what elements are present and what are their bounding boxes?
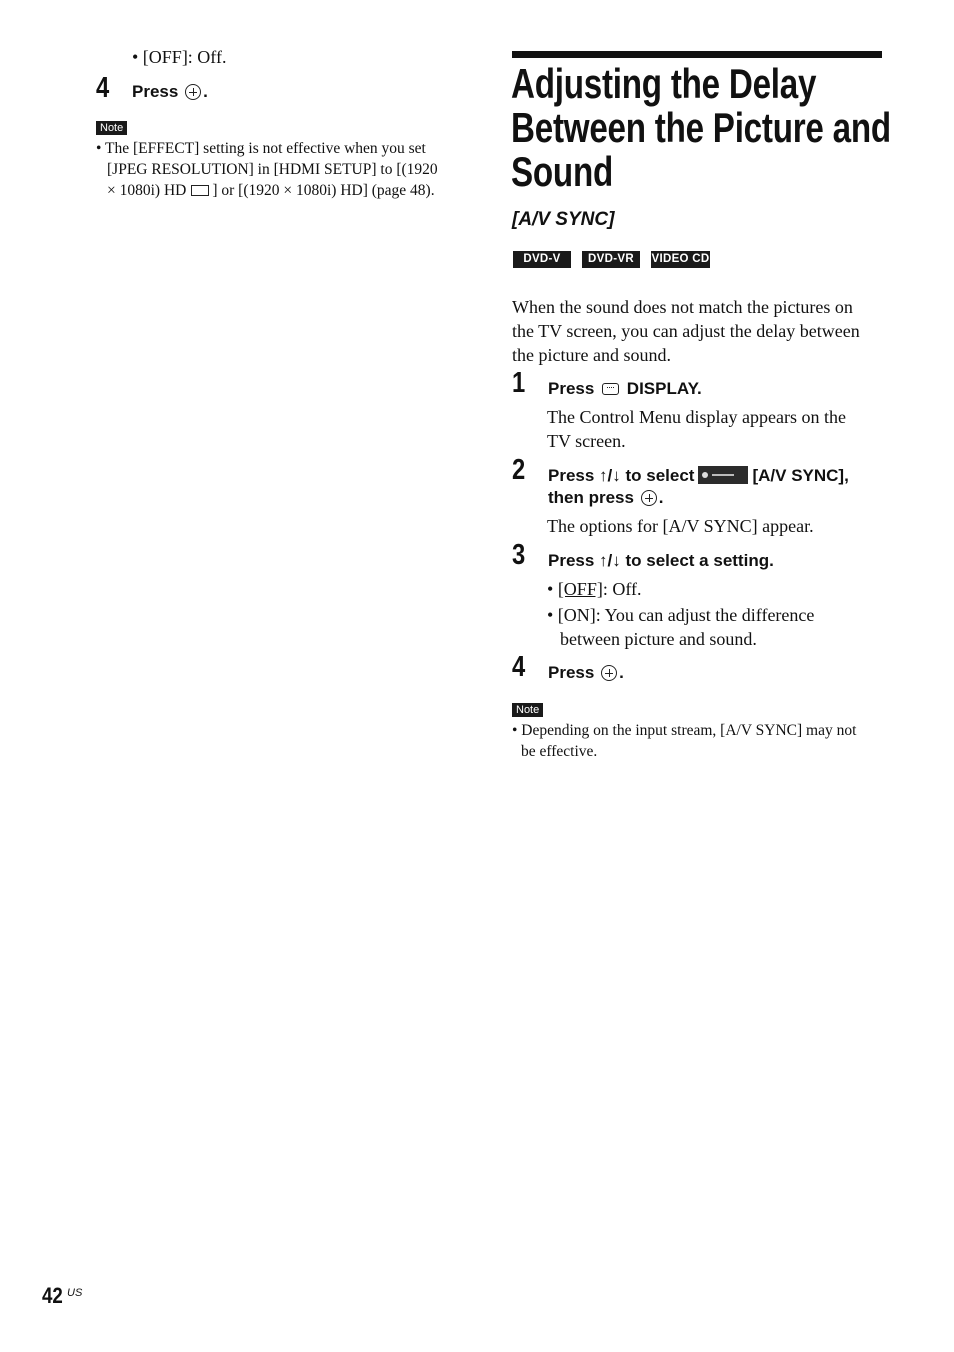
note-text: [512, 720, 892, 762]
intro-line: When the sound does not match the pictures on: [512, 297, 853, 317]
step-instruction: [548, 378, 702, 400]
page-number: 42: [42, 1283, 63, 1308]
note-line-part: × 1080i) HD: [107, 182, 187, 199]
step-label: Press: [132, 82, 179, 101]
note-line: be effective.: [521, 743, 598, 760]
step-description: The options for [A/V SYNC] appear.: [547, 516, 814, 536]
note-line: [JPEG RESOLUTION] in [HDMI SETUP] to [(1920: [107, 161, 438, 178]
step-label: Press: [548, 663, 595, 682]
step-number: 1: [512, 367, 526, 399]
note-line: • Depending on the input stream, [A/V SYNC] may not: [512, 722, 857, 739]
title-rule: [512, 51, 882, 58]
step-label: then press: [548, 488, 634, 507]
step-label: DISPLAY.: [626, 379, 702, 398]
section-subtitle: [A/V SYNC]: [512, 209, 615, 230]
enter-button-icon: [185, 84, 201, 100]
badge-video-cd: VIDEO CD: [651, 251, 710, 268]
intro-line: the picture and sound.: [512, 345, 671, 365]
badge-dvd-vr: DVD-VR: [582, 251, 640, 268]
page-suffix: US: [67, 1287, 83, 1299]
step-number: 4: [512, 651, 526, 683]
av-sync-menu-icon: [698, 466, 748, 484]
note-line: [96, 180, 486, 201]
bullet-off: • [OFF]: Off.: [132, 47, 227, 67]
enter-button-icon: [601, 665, 617, 681]
note-label: Note: [96, 121, 127, 135]
step-instruction: Press ↑/↓ to select a setting.: [548, 551, 774, 570]
bullet: •: [547, 579, 554, 599]
note-label: Note: [512, 703, 543, 717]
option-list: [547, 577, 892, 651]
option-off: [547, 577, 892, 601]
note-line: • The [EFFECT] setting is not effective when you set: [96, 140, 426, 157]
enter-button-icon: [641, 490, 657, 506]
option-on: • [ON]: You can adjust the difference: [547, 605, 815, 625]
intro-paragraph: [512, 295, 892, 367]
note-text: [96, 138, 486, 201]
title-line: Adjusting the Delay: [511, 60, 817, 107]
option-desc: : Off.: [602, 579, 642, 599]
option-on-cont: between picture and sound.: [560, 629, 757, 649]
desc-line: TV screen.: [547, 431, 626, 451]
step-label: Press: [548, 379, 595, 398]
step-label: Press ↑/↓ to select: [548, 466, 695, 485]
step-number: 3: [512, 539, 526, 571]
option-key: [OFF]: [557, 579, 603, 599]
intro-line: the TV screen, you can adjust the delay between: [512, 321, 860, 341]
step-line: [548, 487, 893, 509]
title-line: Sound: [511, 148, 614, 195]
step-instruction: [548, 662, 624, 684]
step-period: .: [619, 663, 624, 682]
screen-frame-icon: [191, 185, 209, 196]
step-label: [A/V SYNC],: [752, 466, 849, 485]
step-instruction: [132, 81, 208, 103]
step-instruction: [548, 465, 893, 509]
note-line-part: ] or [(1920 × 1080i) HD] (page 48).: [212, 182, 435, 199]
step-line: [548, 465, 893, 487]
display-button-icon: [602, 383, 619, 395]
title-line: Between the Picture and: [511, 104, 891, 151]
step-number: 4: [96, 72, 110, 104]
step-description: [547, 405, 887, 453]
step-period: .: [658, 488, 664, 507]
step-period: .: [203, 82, 208, 101]
badge-dvd-v: DVD-V: [513, 251, 571, 268]
desc-line: The Control Menu display appears on the: [547, 407, 846, 427]
step-number: 2: [512, 454, 526, 486]
page-title: [511, 62, 954, 194]
